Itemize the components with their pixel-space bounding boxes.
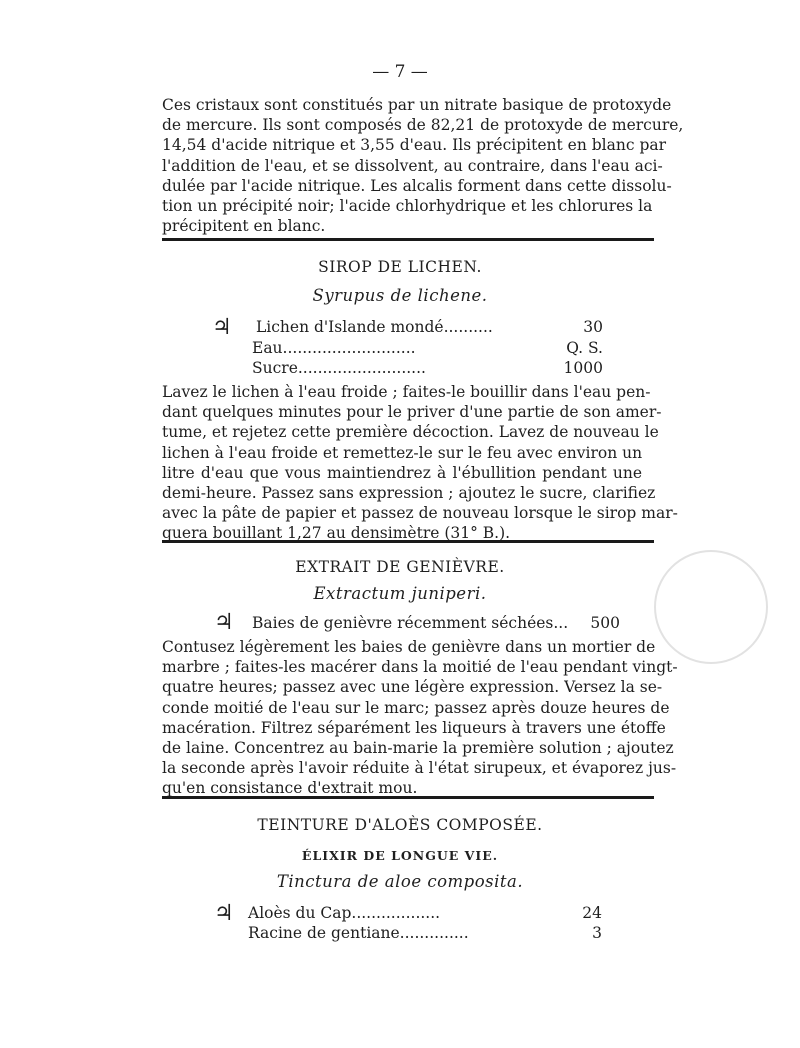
text-line: Ces cristaux sont constitués par un nitrate basique de protoxyde	[162, 96, 672, 114]
ingredient-name: Racine de gentiane..............	[248, 924, 469, 942]
ingredient-quantity: 1000	[563, 359, 603, 377]
recipe-symbol-icon: ♃	[214, 900, 234, 926]
text-line: demi-heure. Passez sans expression ; ajoutez le sucre, clarifiez	[162, 483, 656, 502]
recipe-instructions	[162, 637, 678, 799]
recipe-latin-name: Syrupus de lichene.	[312, 286, 488, 305]
page-number: — 7 —	[372, 62, 428, 82]
text-line: tion un précipité noir; l'acide chlorhydrique et les chlorures la	[162, 196, 653, 215]
text-line: Contusez légèrement les baies de genièvre dans un mortier de	[162, 638, 656, 656]
recipe-subtitle: ÉLIXIR DE LONGUE VIE.	[301, 848, 499, 863]
text-line: Lavez le lichen à l'eau froide ; faites-le bouillir dans l'eau pen-	[162, 383, 651, 401]
text-line: marbre ; faites-les macérer dans la moitié de l'eau pendant vingt-	[162, 658, 678, 677]
text-line: avec la pâte de papier et passez de nouveau lorsque le sirop mar-	[162, 504, 678, 523]
text-line: la seconde après l'avoir réduite à l'état sirupeux, et évaporez jus-	[162, 759, 677, 778]
intro-paragraph	[162, 95, 684, 236]
text-line: conde moitié de l'eau sur le marc; passez après douze heures de	[162, 698, 670, 717]
ingredient-name: Baies de genièvre récemment séchées...	[252, 614, 569, 632]
text-line: quera bouillant 1,27 au densimètre (31° B.).	[162, 524, 511, 543]
text-line: lichen à l'eau froide et remettez-le sur le feu avec environ un	[162, 443, 643, 462]
ingredient-name: Sucre..........................	[252, 359, 426, 377]
text-line: dulée par l'acide nitrique. Les alcalis forment dans cette dissolu-	[162, 176, 672, 195]
text-line: 14,54 d'acide nitrique et 3,55 d'eau. Ils précipitent en blanc par	[162, 136, 667, 155]
text-line: de mercure. Ils sont composés de 82,21 de protoxyde de mercure,	[162, 116, 684, 135]
text-line: quatre heures; passez avec une légère expression. Versez la se-	[162, 678, 663, 697]
recipe-instructions	[162, 382, 678, 544]
ingredient-name: Eau...........................	[252, 339, 416, 357]
ingredient-quantity: 500	[590, 614, 620, 632]
recipe-symbol-icon: ♃	[214, 609, 234, 635]
recipe-latin-name: Extractum juniperi.	[313, 584, 487, 603]
ingredient-quantity: Q. S.	[566, 339, 603, 357]
ingredient-quantity: 3	[592, 924, 602, 942]
section-divider	[162, 540, 654, 543]
section-divider	[162, 796, 654, 799]
ingredient-name: Aloès du Cap..................	[248, 904, 441, 922]
text-line: tume, et rejetez cette première décoction. Lavez de nouveau le	[162, 423, 659, 442]
recipe-title: TEINTURE D'ALOÈS COMPOSÉE.	[257, 816, 543, 834]
ingredient-quantity: 24	[582, 904, 602, 922]
text-line: litre d'eau que vous maintiendrez à l'ébullition pendant une	[162, 463, 642, 482]
recipe-title: EXTRAIT DE GENIÈVRE.	[295, 558, 505, 576]
recipe-title: SIROP DE LICHEN.	[318, 258, 482, 276]
text-line: de laine. Concentrez au bain-marie la première solution ; ajoutez	[162, 738, 674, 757]
text-line: l'addition de l'eau, et se dissolvent, au contraire, dans l'eau aci-	[162, 156, 663, 175]
section-divider	[162, 238, 654, 241]
ingredient-name: Lichen d'Islande mondé..........	[256, 318, 493, 336]
recipe-symbol-icon: ♃	[212, 314, 232, 340]
text-line: précipitent en blanc.	[162, 217, 326, 236]
text-line: dant quelques minutes pour le priver d'une partie de son amer-	[162, 403, 662, 422]
text-line: macération. Filtrez séparément les liqueurs à travers une étoffe	[162, 718, 666, 737]
ingredient-quantity: 30	[583, 318, 603, 336]
recipe-latin-name: Tinctura de aloe composita.	[276, 872, 524, 891]
text-line: qu'en consistance d'extrait mou.	[162, 779, 418, 798]
